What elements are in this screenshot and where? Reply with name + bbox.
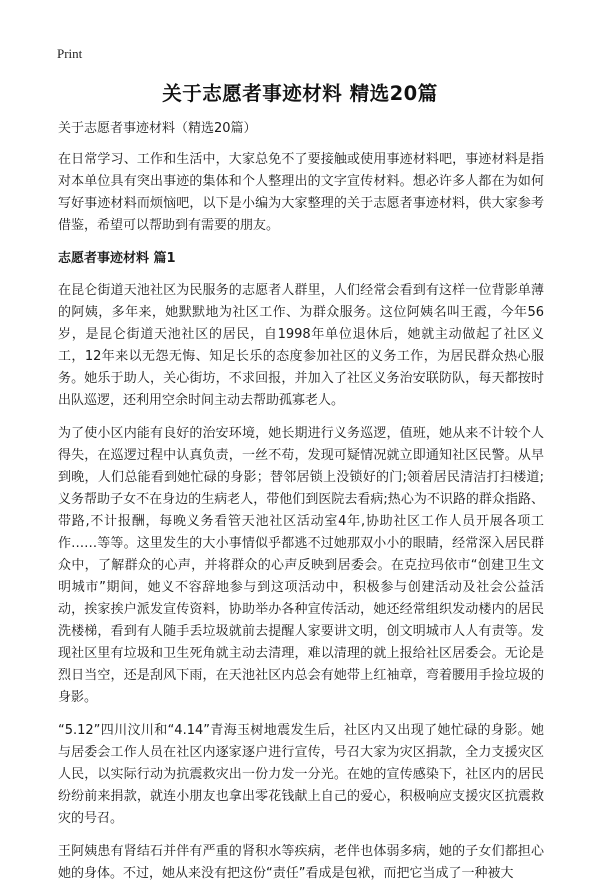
body-paragraph-3: “5.12”四川汶川和“4.14”青海玉树地震发生后，社区内又出现了她忙碌的身影。她与居委会工作人员在社区内逐家逐户进行宣传，号召大家为灾区捐款，全力支援灾区人民，以实际行动为抗震救灾出一份力发一分光。在她的宣传感染下，社区内的居民纷纷前来捐款，就连小朋友也拿出零花钱献上自己的爱心，积极响应支援灾区抗震救灾的号召。 <box>58 723 544 826</box>
document-subtitle: 关于志愿者事迹材料（精选20篇） <box>58 121 257 136</box>
document-body <box>58 118 544 896</box>
body-paragraph-2: 为了使小区内能有良好的治安环境，她长期进行义务巡逻，值班，她从来不计较个人得失，在巡逻过程中认真负责，一丝不苟，发现可疑情况就立即通知社区民警。从早到晚，人们总能看到她忙碌的身影；替邻居锁上没锁好的门;领着居民清洁打扫楼道;义务帮助子女不在身边的生病老人，带他们到医院去看病;热心为不识路的群众指路、带路,不计报酬，每晚义务看管天池社区活动室4年,协助社区工作人员开展各项工作……等等。这里发生的大小事情似乎都逃不过她那双小小的眼睛，经常深入居民群众中，了解群众的心声，并将群众的心声反映到居委会。在克拉玛依市“创建卫生文明城市”期间，她义不容辞地参与到这项活动中，积极参与创建活动及社会公益活动，挨家挨户派发宣传资料，协助举办各种宣传活动，她还经常组织发动楼内的居民洗楼梯，看到有人随手丢垃圾就前去提醒人家要讲文明，创文明城市人人有责等。发现社区里有垃圾和卫生死角就主动去清理，难以清理的就上报给社区居委会。无论是烈日当空，还是刮风下雨，在天池社区内总会有她带上红袖章，弯着腰用手捡垃圾的身影。 <box>58 426 544 705</box>
document-title: 关于志愿者事迹材料 精选20篇 <box>162 82 438 105</box>
section-heading: 志愿者事迹材料 篇1 <box>58 251 176 266</box>
body-paragraph-4: 王阿姨患有肾结石并伴有严重的肾积水等疾病，老伴也体弱多病，她的子女们都担心她的身体。不过，她从来没有把这份“责任”看成是包袱，而把它当成了一种被大 <box>58 844 544 881</box>
print-label: Print <box>57 46 83 61</box>
intro-paragraph: 在日常学习、工作和生活中，大家总免不了要接触或使用事迹材料吧，事迹材料是指对本单位具有突出事迹的集体和个人整理出的文字宣传材料。想必许多人都在为如何写好事迹材料而烦恼吧，以下是小编为大家整理的关于志愿者事迹材料，供大家参考借鉴，希望可以帮助到有需要的朋友。 <box>58 152 544 233</box>
body-paragraph-1: 在昆仑街道天池社区为民服务的志愿者人群里，人们经常会看到有这样一位背影单薄的阿姨，多年来，她默默地为社区工作、为群众服务。这位阿姨名叫王霞，今年56岁，是昆仑街道天池社区的居民，自1998年单位退休后，她就主动做起了社区义工，12年来以无怨无悔、知足长乐的态度参加社区的义务工作，为居民群众热心服务。她乐于助人，关心街坊，不求回报，并加入了社区义务治安联防队，每天都按时出队巡逻，还利用空余时间主动去帮助孤寡老人。 <box>58 283 544 408</box>
